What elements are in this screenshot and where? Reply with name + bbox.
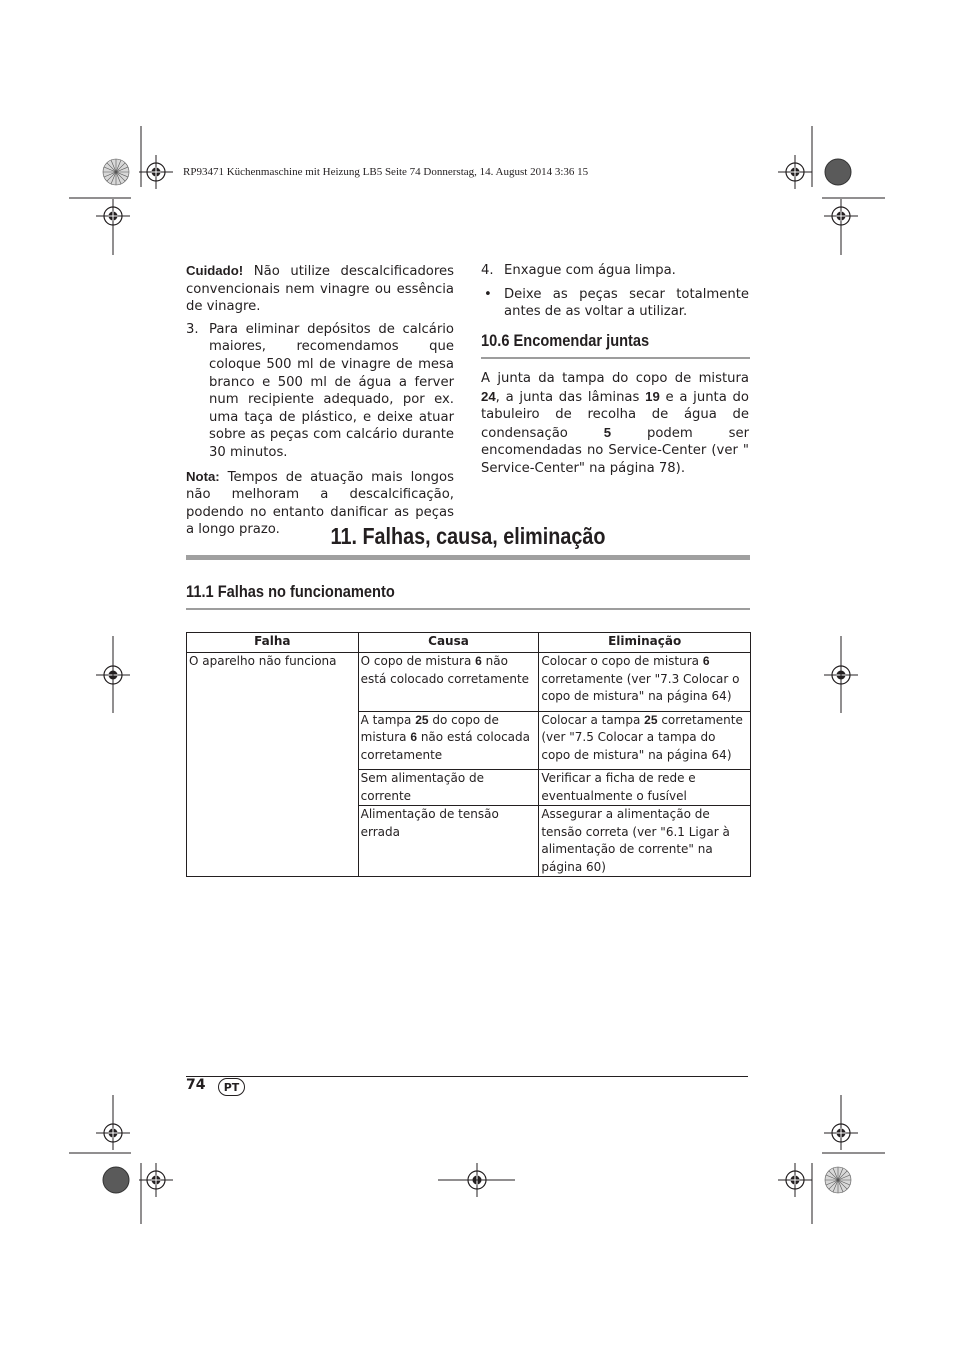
bullet-text: Deixe as peças secar totalmente antes de as voltar a utilizar. — [504, 286, 749, 320]
subsection-rule — [186, 608, 750, 610]
bullet-icon: • — [484, 286, 492, 302]
footer-rule — [186, 1076, 748, 1077]
remedy-cell: Assegurar a alimentação de tensão correta (ver "6.1 Ligar à alimentação de corrente" na página 60) — [539, 806, 751, 877]
right-column-list — [481, 262, 749, 321]
remedy-cell: Colocar o copo de mistura 6 corretamente (ver "7.3 Colocar o copo de mistura" na página 64) — [539, 653, 751, 712]
page-number: 74 — [186, 1077, 206, 1093]
list-item-bullet — [481, 286, 749, 321]
list-item-step-3 — [186, 321, 454, 462]
troubleshooting-table — [186, 632, 751, 877]
language-badge: PT — [218, 1078, 245, 1096]
table-row — [187, 653, 751, 712]
caution-paragraph — [186, 262, 454, 316]
remedy-cell: Colocar a tampa 25 corretamente (ver "7.5 Colocar a tampa do copo de mistura" na página 64) — [539, 711, 751, 770]
list-item-step-4 — [481, 262, 749, 280]
fault-cell: O aparelho não funciona — [187, 653, 359, 877]
cause-cell: O copo de mistura 6 não está colocado corretamente — [358, 653, 539, 712]
order-seals-paragraph: A junta da tampa do copo de mistura 24, a junta das lâminas 19 e a junta do tabuleiro de recolha de água de condensação 5 podem ser encomendadas no Service-Center (ver " Service-Center" na página 78). — [481, 371, 749, 476]
column-header-remedy: Eliminação — [539, 633, 751, 653]
note-text: Tempos de atuação mais longos não melhoram a descalcificação, podendo no entanto danificar as peças a longo prazo. — [186, 469, 454, 538]
left-column — [186, 262, 454, 539]
note-label: Nota: — [186, 468, 220, 484]
subsection-heading-11-1: 11.1 Falhas no funcionamento — [186, 582, 395, 601]
section-rule — [481, 357, 750, 359]
caution-label: Cuidado! — [186, 263, 244, 278]
step-number: 4. — [481, 263, 494, 278]
column-header-fault: Falha — [187, 633, 359, 653]
step-text: Enxague com água limpa. — [504, 263, 676, 278]
cause-cell: Alimentação de tensão errada — [358, 806, 539, 877]
chapter-rule — [186, 555, 750, 560]
remedy-cell: Verificar a ficha de rede e eventualmente o fusível — [539, 770, 751, 806]
cause-cell: A tampa 25 do copo de mistura 6 não está colocada corretamente — [358, 711, 539, 770]
table-header-row — [187, 633, 751, 653]
caution-text: Não utilize descalcificadores convencionais nem vinagre ou essência de vinagre. — [186, 264, 454, 315]
step-number: 3. — [186, 321, 199, 337]
cause-cell: Sem alimentação de corrente — [358, 770, 539, 806]
column-header-cause: Causa — [358, 633, 539, 653]
print-slug: RP93471 Küchenmaschine mit Heizung LB5 Seite 74 Donnerstag, 14. August 2014 3:36 15 — [183, 166, 589, 178]
step-text: Para eliminar depósitos de calcário maiores, recomendamos que coloque 500 ml de vinagre de mesa branco e 500 ml de água a ferver num recipiente adequado, por ex. uma taça de plástico, e deixe atuar sobre as peças com calcário durante 30 minutos. — [209, 321, 454, 460]
chapter-title: 11. Falhas, causa, eliminação — [330, 523, 606, 549]
section-heading-10-6: 10.6 Encomendar juntas — [481, 331, 650, 350]
